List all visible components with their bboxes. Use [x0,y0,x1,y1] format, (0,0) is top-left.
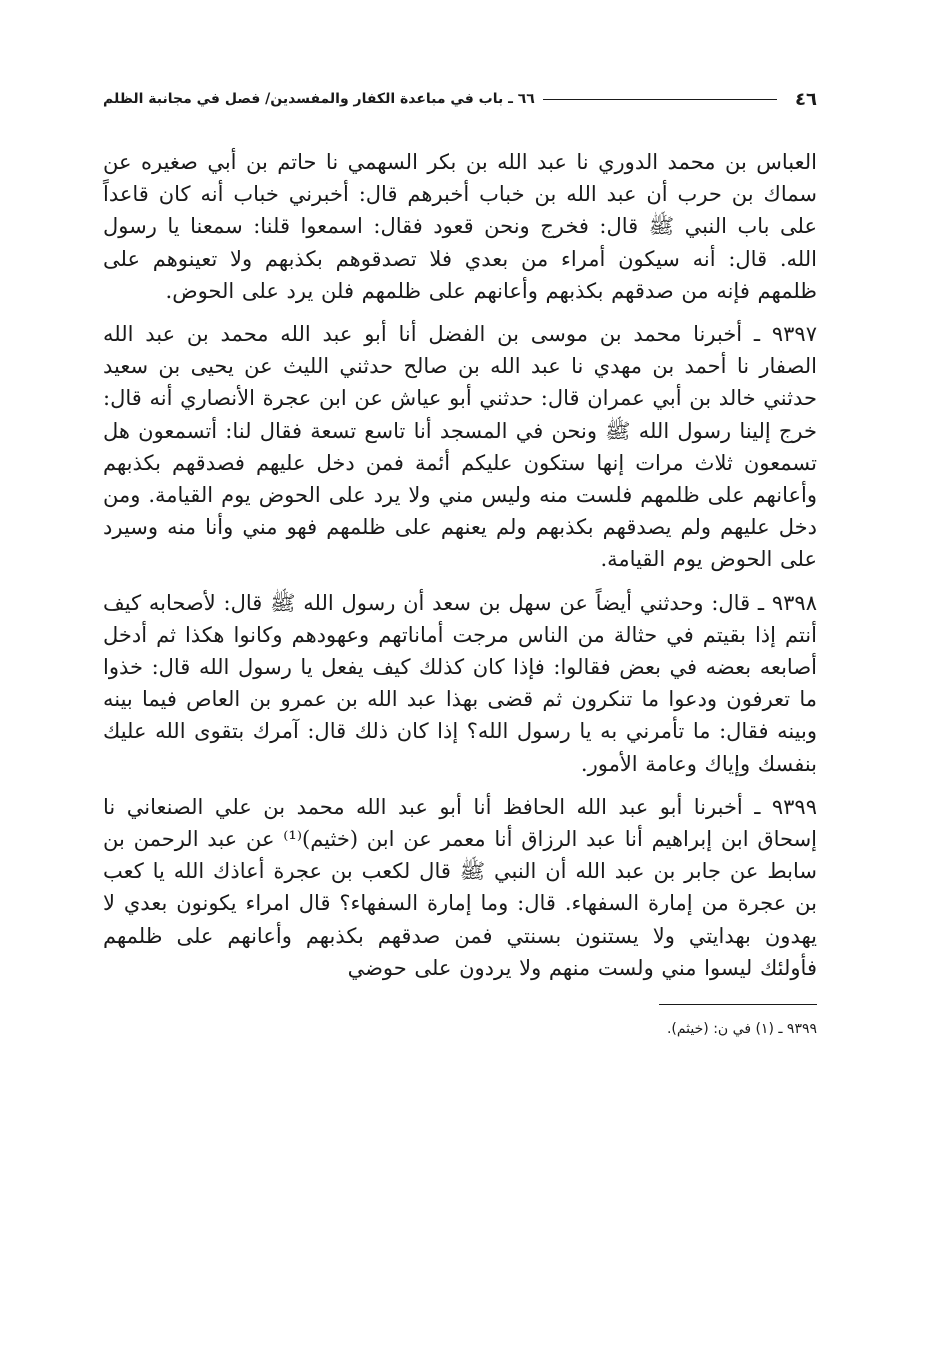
running-title: ٦٦ ـ باب في مباعدة الكفار والمفسدين/ فصل في مجانبة الظلم [103,91,535,107]
main-text [103,146,817,984]
paragraph-continuation: العباس بن محمد الدوري نا عبد الله بن بكر السهمي نا حاتم بن أبي صغيره عن سماك بن حرب أن عبد الله بن خباب أخبرهم قال: أخبرني خباب أنه كان قاعداً على باب النبي ﷺ قال: فخرج ونحن قعود فقال: اسمعوا قلنا: سمعنا يا رسول الله. قال: أنه سيكون أمراء من بعدي فلا تصدقوهم بكذبهم ولا تعينوهم على ظلمهم فإنه من صدقهم بكذبهم وأعانهم على ظلمهم فلن يرد على الحوض. [103,150,817,303]
hadith-9397: ٩٣٩٧ ـ أخبرنا محمد بن موسى بن الفضل أنا أبو عبد الله محمد بن عبد الله الصفار نا أحمد بن مهدي نا عبد الله بن صالح حدثني الليث عن يحيى بن سعيد حدثني خالد بن أبي عمران قال: حدثني أبو عياش عن ابن عجرة الأنصاري أنه قال: خرج إلينا رسول الله ﷺ ونحن في المسجد أنا تاسع تسعة فقال لنا: أتسمعون هل تسمعون ثلاث مرات إنها ستكون عليكم أئمة فمن دخل عليهم فصدقهم بكذبهم وأعانهم على ظلمهم فلست منه وليس مني ولا يرد على الحوض يوم القيامة. ومن دخل عليهم ولم يصدقهم بكذبهم ولم يعنهم على ظلمهم فهو مني وأنا منه وسيرد على الحوض يوم القيامة. [103,322,817,572]
footnote: ٩٣٩٩ ـ (١) في ن: (خيثم). [666,1021,817,1038]
footnote-separator [659,1004,817,1005]
book-page [103,82,817,1039]
hadith-9398: ٩٣٩٨ ـ قال: وحدثني أيضاً عن سهل بن سعد أن رسول الله ﷺ قال: لأصحابه كيف أنتم إذا بقيتم في حثالة من الناس مرجت أماناتهم وعهودهم وكانوا هكذا ثم أدخل أصابعه بعضه في بعض فقالوا: فإذا كان كذلك كيف يفعل يا رسول الله قال: خذوا ما تعرفون ودعوا ما تنكرون ثم قضى بهذا عبد الله بن عمرو بن العاص فيما بينه وبينه فقال: ما تأمرني به يا رسول الله؟ إذا كان ذلك قال: آمرك بتقوى الله عليك بنفسك وإياك وعامة الأمور. [103,590,817,776]
header-rule [543,99,777,100]
page-header [103,82,817,116]
hadith-9399: ٩٣٩٩ ـ أخبرنا أبو عبد الله الحافظ أنا أبو عبد الله محمد بن علي الصنعاني نا إسحاق ابن إبراهيم أنا عبد الرزاق أنا معمر عن ابن (خثيم)⁽¹⁾ عن عبد الرحمن بن سابط عن جابر بن عبد الله أن النبي ﷺ قال لكعب بن عجرة أعاذك الله يا كعب بن عجرة من إمارة السفهاء. قال: وما إمارة السفهاء؟ قال امراء يكونون بعدي لا يهدون بهدايتي ولا يستنون بسنتي فمن صدقهم بكذبهم وأعانهم على ظلمهم فأولئك ليسوا مني ولست منهم ولا يردون على حوضي [103,794,817,980]
page-number: ٤٦ [795,88,817,110]
